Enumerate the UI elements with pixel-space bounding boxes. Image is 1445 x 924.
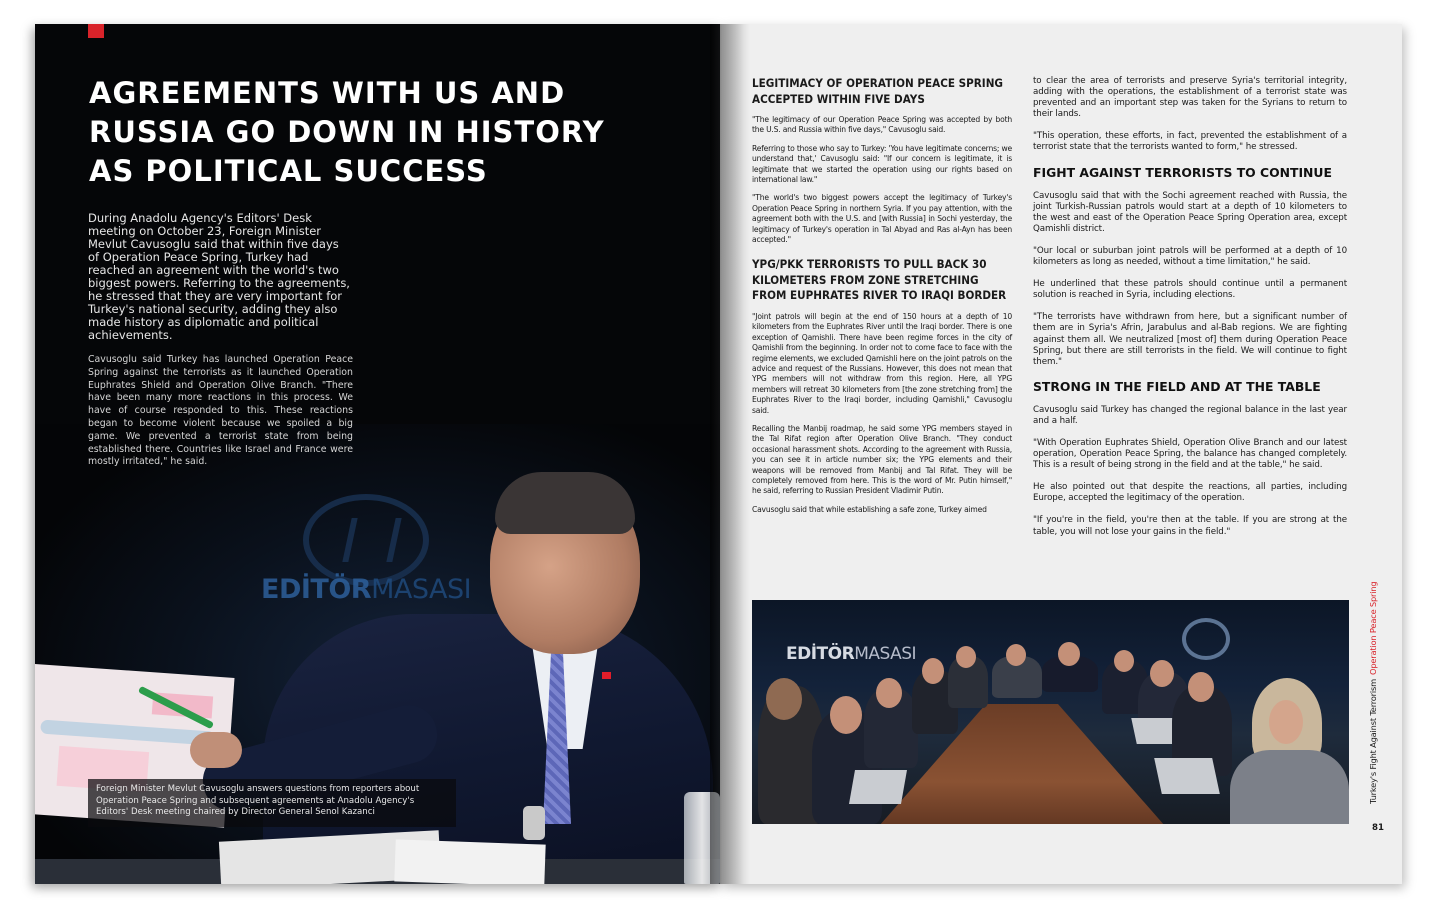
section-label-accent: Operation Peace Spring — [1368, 581, 1378, 675]
page-number: 81 — [1372, 823, 1384, 833]
person-head — [1058, 642, 1080, 666]
paragraph: Recalling the Manbij roadmap, he said some YPG members stayed in the Tal Rifat region after Operation Olive Branch. "They conduct occasional harassment shots. According to the agreement with Russia, you can see it in article number six; the YPG elements and their weapons will be removed from Manbij and Tal Rifat. They will be completely removed from here. This is the word of Mr. Putin himself," he said, referring to Russian President Vladimir Putin. — [752, 424, 1012, 496]
editors-desk-sign — [261, 574, 471, 605]
heading-strong-field: STRONG IN THE FIELD AND AT THE TABLE — [1033, 378, 1321, 394]
flag-pin-icon — [602, 672, 611, 679]
aa-logo-icon — [303, 494, 429, 586]
paragraph: Referring to those who say to Turkey: 'You have legitimate concerns; we understand that,' Cavusoglu said: "If our concern is legitimate, it is legitimate that we started the operation using our rights based on international law." — [752, 143, 1012, 185]
column-left — [752, 76, 1012, 523]
aa-logo-small-icon — [1182, 618, 1230, 660]
map-river — [40, 720, 216, 746]
paragraph: "Joint patrols will begin at the end of 150 hours at a depth of 10 kilometers from the Euphrates River until the Iraqi border. There is one exception of Qamishli. There have been regime forces in the city of Qamishli from the beginning. In order not to come face to face with the regime elements, we excluded Qamishli here on the joint patrols on the advice and request of the Russians. However, this does not mean that YPG members will not withdraw from this region. Here, all YPG members will retreat 30 kilometers from [the zone stretching from] the Euphrates River to the Iraqi border, including Qamishli," Cavusoglu said. — [752, 311, 1012, 415]
paragraph: He also pointed out that despite the reactions, all parties, including Europe, accepted the legitimacy of the operation. — [1033, 482, 1347, 504]
column-right — [1033, 76, 1347, 549]
hand — [190, 732, 242, 768]
paragraph: "If you're in the field, you're then at the table. If you are strong at the table, you will not lose your gains in the field." — [1033, 515, 1347, 537]
person-head — [830, 696, 862, 734]
paragraph: Cavusoglu said Turkey has changed the regional balance in the last year and a half. — [1033, 404, 1347, 426]
heading-fight-continue: FIGHT AGAINST TERRORISTS TO CONTINUE — [1033, 164, 1332, 180]
paragraph: "The legitimacy of our Operation Peace Spring was accepted by both the U.S. and Russia within five days," Cavusoglu said. — [752, 115, 1012, 135]
person-head — [1188, 672, 1214, 702]
paragraph: Cavusoglu said that with the Sochi agreement reached with Russia, the joint Turkish-Russian patrols would start at a depth of 10 kilometers to the west and east of the Operation Peace Spring Operation area, except Qamishli district. — [1033, 190, 1347, 234]
meeting-photo-sign — [786, 644, 916, 664]
right-page — [720, 24, 1402, 884]
hair — [495, 472, 635, 534]
article-title: AGREEMENTS WITH US AND RUSSIA GO DOWN IN HISTORY AS POLITICAL SUCCESS — [89, 76, 605, 188]
heading-ypg-pkk: YPG/PKK TERRORISTS TO PULL BACK 30 KILOMETERS FROM ZONE STRETCHING FROM EUPHRATES RIVER TO IRAQI BORDER — [752, 257, 1007, 303]
person-head — [922, 658, 944, 684]
meeting-photo-sign-thin: MASASI — [854, 644, 917, 664]
paragraph: "The world's two biggest powers accept the legitimacy of Turkey's Operation Peace Spring in northern Syria. If you pay attention, with the agreement both with the U.S. and [with Russia] in Sochi yesterday, the legitimacy of Turkey's operation in Tal Abyad and Ras al-Ayn has been accepted." — [752, 193, 1012, 245]
laptop — [1154, 758, 1220, 794]
woman-cardigan — [1230, 750, 1349, 824]
laptop — [849, 770, 907, 804]
section-label-main: Turkey's Fight Against Terrorism — [1368, 679, 1378, 804]
paragraph: Cavusoglu said that while establishing a safe zone, Turkey aimed — [752, 504, 987, 514]
heading-legitimacy: LEGITIMACY OF OPERATION PEACE SPRING ACCEPTED WITHIN FIVE DAYS — [752, 76, 1003, 106]
running-section-label — [1368, 581, 1378, 804]
red-accent-square — [88, 24, 104, 38]
photo-caption: Foreign Minister Mevlut Cavusoglu answers questions from reporters about Operation Peace Spring and subsequent agreements at Anadolu Agency's Editors' Desk meeting chaired by Director General Senol Kazanci — [88, 779, 456, 827]
woman-face — [1269, 700, 1303, 744]
editors-desk-sign-bold: EDİTÖR — [261, 574, 372, 605]
person-head — [1150, 660, 1174, 687]
paragraph: to clear the area of terrorists and preserve Syria's territorial integrity, adding with the operations, the establishment of a terrorist state was prevented and an important step was taken for the Syrians to return to their lands. — [1033, 76, 1347, 120]
person-head — [956, 646, 976, 668]
editors-desk-sign-thin: MASASI — [371, 574, 472, 605]
body-paragraph: Cavusoglu said Turkey has launched Operation Peace Spring against the terrorists as it launched Operation Euphrates Shield and Operation Olive Branch. "There have been many more reactions in this process. We have of course responded to this. These reactions began to become violent because we spoiled a big game. We prevented a terrorist state from being established there. Countries like Israel and France were mostly irritated," he said. — [88, 354, 353, 468]
person-head — [1114, 650, 1134, 672]
left-page — [35, 24, 722, 884]
meeting-photo-sign-bold: EDİTÖR — [786, 644, 855, 664]
person-head — [876, 678, 902, 708]
watch — [523, 806, 545, 840]
meeting-photo — [752, 600, 1349, 824]
spread-gutter — [710, 24, 744, 884]
paragraph: He underlined that these patrols should continue until a permanent solution is reached in Syria, including elections. — [1033, 279, 1347, 301]
paragraph: "With Operation Euphrates Shield, Operation Olive Branch and our latest operation, Operation Peace Spring, the balance has changed completely. This is a result of being strong in the field and at the table," he said. — [1033, 437, 1347, 471]
papers-second — [394, 839, 545, 884]
person-head — [766, 678, 802, 720]
paragraph: "Our local or suburban joint patrols will be performed at a depth of 10 kilometers as long as needed, without a time limitation," he said. — [1033, 245, 1347, 268]
person-head — [1006, 644, 1026, 666]
intro-paragraph: During Anadolu Agency's Editors' Desk meeting on October 23, Foreign Minister Mevlut Cavusoglu said that within five days of Operation Peace Spring, Turkey had reached an agreement with the world's two biggest powers. Referring to the agreements, he stressed that they are very important for Turkey's national security, adding they also made history as diplomatic and political achievements. — [88, 211, 350, 342]
paragraph: "The terrorists have withdrawn from here, but a significant number of them are in Syria's Afrin, Jarabulus and al-Bab regions. We are fighting against them all. We neutralized [most of] them during Operation Peace Spring, but there are still terrorists in the field. We will continue to fight them." — [1033, 312, 1347, 367]
paragraph: "This operation, these efforts, in fact, prevented the establishment of a terrorist state that the terrorists wanted to form," he stressed. — [1033, 131, 1347, 153]
